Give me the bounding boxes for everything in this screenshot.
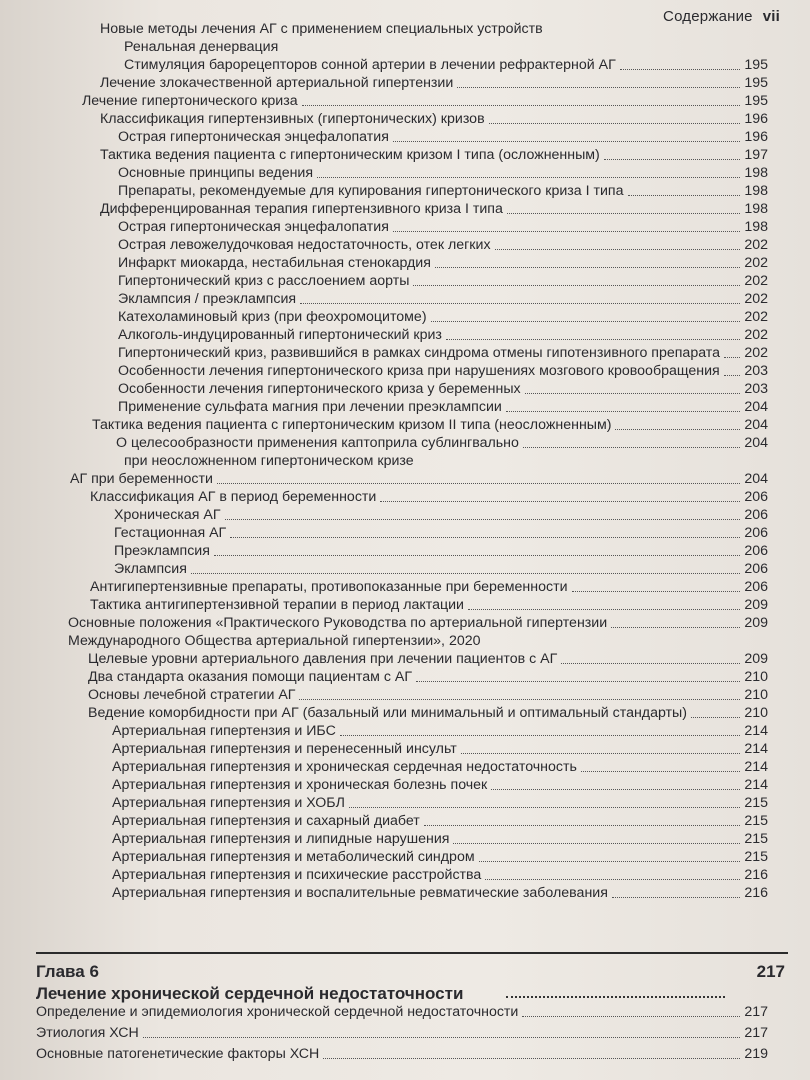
entry-title: Артериальная гипертензия и психические расстройства [112,867,482,883]
entry-page: 215 [744,813,768,829]
toc-entry [92,416,768,434]
entry-title: Особенности лечения гипертонического криза при нарушениях мозгового кровообращения [118,363,720,379]
entry-page: 214 [744,777,768,793]
chapter-title-row [36,980,785,1002]
toc-entry [100,74,768,92]
dot-leader [217,483,740,484]
chapter-dots [506,996,725,998]
entry-title: Артериальная гипертензия и липидные нарушения [112,831,450,847]
dot-leader [561,663,740,664]
entry-title: Артериальная гипертензия и хроническая сердечная недостаточность [112,759,577,775]
toc-entry [124,56,768,74]
entry-page: 196 [744,111,768,127]
toc-entry [118,380,768,398]
dot-leader [446,339,740,340]
toc-entry [90,596,768,614]
entry-title: Лечение гипертонического криза [82,93,298,109]
toc-entry [82,92,768,110]
dot-leader [214,555,740,556]
toc-entry [90,488,768,506]
entry-page: 195 [744,75,768,91]
entry-page: 206 [744,525,768,541]
dot-leader [393,231,740,232]
toc-entry [68,614,768,632]
toc-entry [118,290,768,308]
entry-title: Основные принципы ведения [118,165,314,181]
entry-title: Артериальная гипертензия и метаболический синдром [112,849,475,865]
dot-leader [230,537,740,538]
toc-entry [118,254,768,272]
dot-leader [468,609,740,610]
dot-leader [507,213,740,214]
dot-leader [523,447,740,448]
entry-title: Алкоголь-индуцированный гипертонический криз [118,327,442,343]
dot-leader [453,843,740,844]
dot-leader [300,303,740,304]
entry-page: 202 [744,291,768,307]
dot-leader [457,87,740,88]
toc-entry [112,812,768,830]
entry-page: 198 [744,201,768,217]
entry-title: Два стандарта оказания помощи пациентам с АГ [88,669,413,685]
entry-title: Эклампсия / преэклампсия [118,291,297,307]
entry-title: Целевые уровни артериального давления при лечении пациентов с АГ [88,651,558,667]
dot-leader [628,195,741,196]
toc-entry [112,884,768,902]
entry-title: Стимуляция барорецепторов сонной артерии в лечении рефрактерной АГ [124,57,616,73]
entry-page: 202 [744,237,768,253]
toc-entry [112,794,768,812]
dot-leader [317,177,740,178]
entry-title: Лечение злокачественной артериальной гипертензии [100,75,454,91]
entry-page: 203 [744,363,768,379]
toc-entry [112,866,768,884]
entry-page: 216 [744,885,768,901]
entry-title: Артериальная гипертензия и хроническая болезнь почек [112,777,488,793]
dot-leader [302,105,740,106]
entry-page: 214 [744,723,768,739]
toc-entry [118,128,768,146]
toc-entry [90,578,768,596]
entry-title: Тактика ведения пациента с гипертоническим кризом II типа (неосложненным) [92,417,612,433]
chapter-divider [36,952,788,954]
entry-page: 202 [744,327,768,343]
entry-page: 206 [744,543,768,559]
toc-entry [118,344,768,362]
entry-title: Основные положения «Практического Руководства по артериальной гипертензии [68,615,608,631]
entry-page: 210 [744,705,768,721]
toc-entry [100,20,768,38]
entry-page: 198 [744,165,768,181]
toc-entry [68,632,768,650]
dot-leader [581,771,740,772]
entry-page: 215 [744,849,768,865]
chapter-label-row [36,958,785,980]
entry-title: Артериальная гипертензия и сахарный диабет [112,813,420,829]
entry-title: Хроническая АГ [114,507,221,523]
dot-leader [495,249,740,250]
toc-entry [70,470,768,488]
dot-leader [479,861,740,862]
entry-page: 206 [744,489,768,505]
entry-page: 197 [744,147,768,163]
dot-leader [461,753,740,754]
toc-entry [88,668,768,686]
header-page-number: vii [762,8,780,25]
entry-title: Особенности лечения гипертонического криза у беременных [118,381,521,397]
entry-page: 196 [744,129,768,145]
toc-entry [112,740,768,758]
entry-title: Гипертонический криз, развившийся в рамках синдрома отмены гипотензивного препарата [118,345,721,361]
toc-entry [114,560,768,578]
toc-entry [88,686,768,704]
chapter-title: Лечение хронической сердечной недостаточности [36,984,464,1003]
dot-leader [431,321,740,322]
entry-title: Острая левожелудочковая недостаточность, отек легких [118,237,491,253]
entry-title: Преэклампсия [114,543,210,559]
entry-title: Катехоламиновый криз (при феохромоцитоме) [118,309,427,325]
dot-leader [340,735,740,736]
dot-leader [416,681,740,682]
chapter-page: 217 [756,962,785,981]
toc-entry [114,524,768,542]
entry-page: 195 [744,57,768,73]
toc-entry [118,308,768,326]
entry-page: 209 [744,615,768,631]
toc-entry [118,218,768,236]
entry-page: 204 [744,399,768,415]
entry-page: 217 [744,1025,768,1041]
entry-page: 204 [744,417,768,433]
header-section: Содержание [663,8,753,25]
toc-entry [100,110,768,128]
entry-page: 206 [744,579,768,595]
toc-entry [124,452,768,470]
toc-entry [112,848,768,866]
dot-leader [724,357,740,358]
toc-entry [114,506,768,524]
chapter-entry [36,1024,768,1042]
entry-title: при неосложненном гипертоническом кризе [124,453,414,469]
toc-entry [118,272,768,290]
entry-title: Острая гипертоническая энцефалопатия [118,129,389,145]
dot-leader [491,789,740,790]
toc-entry [112,722,768,740]
entry-page: 217 [744,1004,768,1020]
entry-page: 210 [744,669,768,685]
entry-page: 202 [744,345,768,361]
toc-entry [112,830,768,848]
dot-leader [380,501,740,502]
toc-entry [118,236,768,254]
dot-leader [393,141,740,142]
toc-entry [118,362,768,380]
dot-leader [525,393,740,394]
dot-leader [413,285,740,286]
dot-leader [724,375,740,376]
entry-title: Основы лечебной стратегии АГ [88,687,296,703]
entry-title: Артериальная гипертензия и ИБС [112,723,336,739]
toc-entry [100,200,768,218]
dot-leader [485,879,740,880]
entry-title: Ренальная денервация [124,39,279,55]
dot-leader [612,897,740,898]
entry-title: Основные патогенетические факторы ХСН [36,1046,320,1062]
dot-leader [506,411,740,412]
entry-page: 219 [744,1046,768,1062]
toc-entry [112,776,768,794]
entry-title: Артериальная гипертензия и воспалительные ревматические заболевания [112,885,608,901]
entry-page: 202 [744,255,768,271]
entry-title: Новые методы лечения АГ с применением специальных устройств [100,21,543,37]
toc-entry [100,146,768,164]
dot-leader [522,1016,740,1017]
entry-page: 206 [744,561,768,577]
entry-page: 202 [744,273,768,289]
dot-leader [424,825,740,826]
entry-title: О целесообразности применения каптоприла сублингвально [116,435,519,451]
entry-title: Классификация гипертензивных (гипертонических) кризов [100,111,485,127]
dot-leader [435,267,740,268]
toc-entry [124,38,768,56]
entry-title: Международного Общества артериальной гипертензии», 2020 [68,633,481,649]
entry-page: 204 [744,435,768,451]
entry-page: 210 [744,687,768,703]
toc-entry [114,542,768,560]
entry-page: 214 [744,741,768,757]
entry-page: 215 [744,795,768,811]
entry-title: Классификация АГ в период беременности [90,489,377,505]
entry-title: Ведение коморбидности при АГ (базальный или минимальный и оптимальный стандарты) [88,705,687,721]
entry-title: Тактика ведения пациента с гипертоническим кризом I типа (осложненным) [100,147,600,163]
entry-title: Антигипертензивные препараты, противопоказанные при беременности [90,579,568,595]
dot-leader [299,699,740,700]
dot-leader [489,123,740,124]
entry-page: 206 [744,507,768,523]
toc-entry [88,650,768,668]
dot-leader [620,69,740,70]
dot-leader [691,717,740,718]
entry-title: Острая гипертоническая энцефалопатия [118,219,389,235]
entry-page: 202 [744,309,768,325]
entry-title: Артериальная гипертензия и ХОБЛ [112,795,345,811]
entry-page: 215 [744,831,768,847]
dot-leader [323,1058,740,1059]
dot-leader [572,591,740,592]
entry-title: Гипертонический криз с расслоением аорты [118,273,410,289]
toc-entry [118,182,768,200]
entry-title: Применение сульфата магния при лечении преэклампсии [118,399,502,415]
entry-title: Гестационная АГ [114,525,227,541]
toc-entry [112,758,768,776]
entry-title: Тактика антигипертензивной терапии в период лактации [90,597,464,613]
entry-page: 209 [744,597,768,613]
entry-page: 216 [744,867,768,883]
chapter-label: Глава 6 [36,962,99,981]
chapter-entry [36,1045,768,1063]
dot-leader [191,573,740,574]
toc-entry [118,398,768,416]
entry-page: 198 [744,219,768,235]
dot-leader [604,159,740,160]
entry-page: 209 [744,651,768,667]
toc-entry [118,326,768,344]
toc-entry [88,704,768,722]
entry-title: Эклампсия [114,561,187,577]
entry-title: Дифференцированная терапия гипертензивного криза I типа [100,201,503,217]
entry-title: Определение и эпидемиология хронической сердечной недостаточности [36,1004,519,1020]
dot-leader [349,807,740,808]
dot-leader [615,429,740,430]
dot-leader [225,519,740,520]
entry-page: 204 [744,471,768,487]
toc-entry [116,434,768,452]
dot-leader [611,627,740,628]
entry-page: 214 [744,759,768,775]
entry-title: Артериальная гипертензия и перенесенный инсульт [112,741,457,757]
toc-entry [118,164,768,182]
entry-title: Препараты, рекомендуемые для купирования гипертонического криза I типа [118,183,624,199]
entry-title: Этиология ХСН [36,1025,139,1041]
entry-page: 198 [744,183,768,199]
entry-page: 195 [744,93,768,109]
dot-leader [143,1037,740,1038]
chapter-entry [36,1003,768,1021]
entry-title: АГ при беременности [70,471,213,487]
entry-title: Инфаркт миокарда, нестабильная стенокардия [118,255,431,271]
entry-page: 203 [744,381,768,397]
